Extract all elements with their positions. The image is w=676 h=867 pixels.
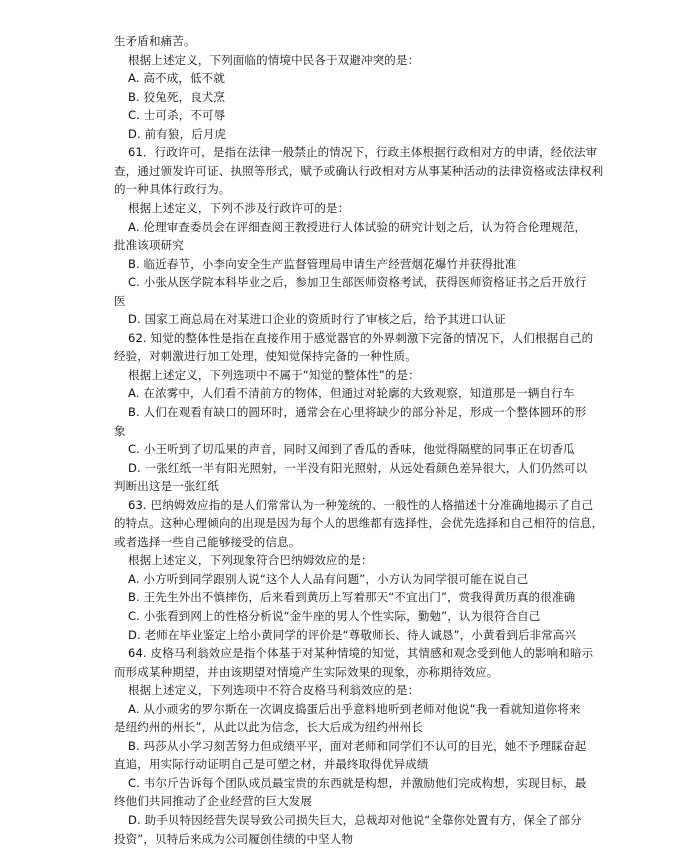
question-64-option-b: B. 玛莎从小学习刻苦努力但成绩平平，面对老师和同学们不认可的目光，她不予理睬奋起 bbox=[128, 738, 587, 753]
question-63-definition-cont: 或者选择一些自己能够接受的信息。 bbox=[114, 534, 301, 549]
question-63-prompt: 根据上述定义，下列现象符合巴纳姆效应的是： bbox=[128, 553, 373, 568]
question-62-option-c: C. 小王听到了切瓜果的声音，同时又闻到了香瓜的香味，他觉得隔壁的同事正在切香瓜 bbox=[128, 442, 575, 456]
question-prompt: 根据上述定义，下列面临的情境中民各于双避冲突的是： bbox=[128, 52, 420, 67]
question-64-option-c: C. 韦尔斤告诉每个团队成员最宝贵的东西就是构想，并激励他们完成构想，实现目标，最 bbox=[128, 775, 587, 790]
question-63-option-a: A. 小方听到同学跟别人说“这个人人品有问题”，小方认为同学很可能在说自己 bbox=[128, 571, 529, 586]
option-b: B. 狡兔死，良犬烹 bbox=[128, 89, 226, 104]
option-c: C. 士可杀，不可辱 bbox=[128, 108, 226, 123]
question-64-option-b-cont: 直追，用实际行动证明自己是可塑之材，并最终取得优异成绩 bbox=[114, 757, 429, 772]
question-63-option-c: C. 小张看到网上的性格分析说“金牛座的男人个性实际，勤勉”，认为很符合自己 bbox=[128, 608, 541, 623]
question-62-option-a: A. 在浓雾中，人们看不清前方的物体，但通过对轮廓的大致观察，知道那是一辆自行车 bbox=[128, 386, 575, 401]
question-61-option-c-cont: 医 bbox=[114, 293, 126, 308]
option-d: D. 前有狼，后月虎 bbox=[128, 126, 227, 141]
option-a: A. 高不成，低不就 bbox=[128, 71, 225, 86]
question-62-definition: 62. 知觉的整体性是指在直接作用于感觉器官的外界刺激下完备的情况下，人们根据自己的 bbox=[128, 330, 594, 345]
question-64-option-a-cont: 是纽约州的州长”，从此以此为信念，长大后成为纽约州州长 bbox=[114, 720, 424, 735]
question-62-option-d-cont: 判断出这是一张红纸 bbox=[114, 479, 219, 494]
question-64-option-d-cont: 投资”，贝特后来成为公司履创佳绩的中坚人物 bbox=[114, 831, 354, 846]
question-61-option-a: A. 伦理审查委员会在评细查阅王教授进行人体试验的研究计划之后，认为符合伦理规范， bbox=[128, 219, 587, 234]
question-62-option-d: D. 一张红纸一半有阳光照射，一半没有阳光照射，从远处看颜色差异很大，人们仍然可以 bbox=[128, 460, 588, 475]
question-62-option-b-cont: 象 bbox=[114, 423, 126, 438]
question-61-option-d: D. 国家工商总局在对某进口企业的资质时行了审核之后，给予其进口认证 bbox=[128, 312, 506, 327]
question-63-definition-cont: 的特点。这种心理倾向的出现是因为每个人的思维都有选择性，会优先选择和自己相符的信息， bbox=[114, 516, 604, 531]
question-61-prompt: 根据上述定义，下列不涉及行政许可的是： bbox=[128, 200, 350, 215]
question-63-option-b: B. 王先生外出不慎摔伤，后来看到黄历上写着那天“不宜出门”，赏我得黄历真的很准确 bbox=[128, 590, 576, 605]
question-63-definition: 63. 巴纳姆效应指的是人们常常认为一种笼统的、一般性的人格描述十分准确地揭示了自己 bbox=[128, 497, 594, 512]
question-64-definition: 64. 皮格马利翁效应是指个体基于对某种情境的知觉，其情感和观念受到他人的影响和暗示 bbox=[128, 646, 594, 660]
question-61-definition-cont: 的一种具体行政行为。 bbox=[114, 182, 231, 197]
question-61-definition: 61．行政许可，是指在法律一般禁止的情况下，行政主体根据行政相对方的申请，经依法审 bbox=[128, 145, 598, 160]
question-61-option-b: B. 临近春节，小李向安全生产监督管理局申请生产经营烟花爆竹并获得批准 bbox=[128, 256, 517, 271]
text-line: 生矛盾和痛苦。 bbox=[114, 34, 196, 48]
question-64-definition-cont: 而形成某种期望，并由该期望对情境产生实际效果的现象，亦称期待效应。 bbox=[114, 664, 499, 679]
question-64-prompt: 根据上述定义，下列选项中不符合皮格马利翁效应的是： bbox=[128, 683, 420, 698]
question-61-definition-cont: 查，通过颁发许可证、执照等形式，赋予或确认行政相对方从事某种活动的法律资格或法律权利 bbox=[114, 163, 604, 178]
question-64-option-d: D. 助手贝特因经营失误导致公司损失巨大，总裁却对他说“全靠你处置有方，保全了部分 bbox=[128, 812, 582, 827]
question-64-option-c-cont: 终他们共同推动了企业经营的巨大发展 bbox=[114, 794, 313, 809]
question-63-option-d: D. 老师在毕业鉴定上给小黄同学的评价是“尊敬师长、待人诚恳”，小黄看到后非常高兴 bbox=[128, 627, 577, 642]
question-61-option-a-cont: 批准该项研究 bbox=[114, 238, 184, 252]
question-64-option-a: A. 从小顽劣的罗尔斯在一次调皮捣蛋后出乎意料地听到老师对他说“我一看就知道你将来 bbox=[128, 701, 581, 716]
question-62-definition-cont: 经验，对刺激进行加工处理，使知觉保持完备的一种性质。 bbox=[114, 349, 417, 364]
question-62-option-b: B. 人们在观看有缺口的圆环时，通常会在心里将缺少的部分补足，形成一个整体圆环的形 bbox=[128, 404, 587, 419]
question-62-prompt: 根据上述定义，下列选项中不属于“知觉的整体性”的是： bbox=[128, 367, 420, 382]
question-61-option-c: C. 小张从医学院本科毕业之后，参加卫生部医师资格考试，获得医师资格证书之后开放行 bbox=[128, 275, 587, 290]
